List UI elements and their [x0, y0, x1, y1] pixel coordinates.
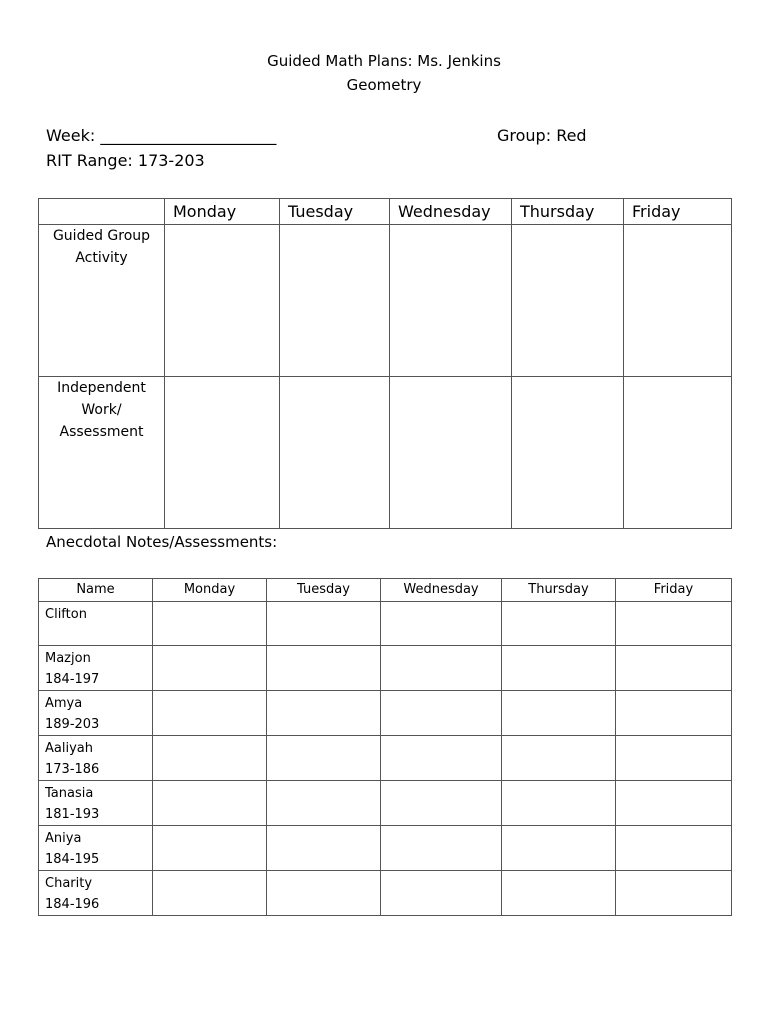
- note-cell[interactable]: [267, 871, 381, 916]
- table-row: [39, 691, 732, 736]
- row-label-line: Activity: [75, 250, 128, 266]
- note-cell[interactable]: [381, 826, 502, 871]
- plan-header-thursday: Thursday: [512, 199, 624, 225]
- student-range: 184-195: [45, 852, 100, 867]
- notes-heading: Anecdotal Notes/Assessments:: [46, 533, 278, 551]
- note-cell[interactable]: [153, 602, 267, 646]
- note-cell[interactable]: [267, 781, 381, 826]
- student-name-cell: [39, 602, 153, 646]
- table-row: [39, 602, 732, 646]
- note-cell[interactable]: [616, 646, 732, 691]
- plan-header-row: [39, 199, 732, 225]
- note-cell[interactable]: [153, 646, 267, 691]
- table-row: [39, 736, 732, 781]
- note-cell[interactable]: [616, 691, 732, 736]
- rit-range-label: RIT Range: 173-203: [46, 151, 205, 170]
- note-cell[interactable]: [616, 602, 732, 646]
- plan-cell[interactable]: [165, 225, 280, 377]
- table-row: [39, 826, 732, 871]
- table-row: [39, 781, 732, 826]
- plan-header-wednesday: Wednesday: [390, 199, 512, 225]
- plan-cell[interactable]: [390, 377, 512, 529]
- table-row: [39, 646, 732, 691]
- plan-cell[interactable]: [624, 225, 732, 377]
- notes-header-friday: Friday: [616, 579, 732, 602]
- student-range: 181-193: [45, 807, 100, 822]
- student-name: Aaliyah: [45, 741, 93, 756]
- note-cell[interactable]: [502, 781, 616, 826]
- plan-header-blank: [39, 199, 165, 225]
- student-name-cell: [39, 736, 153, 781]
- notes-header-thursday: Thursday: [502, 579, 616, 602]
- notes-header-monday: Monday: [153, 579, 267, 602]
- note-cell[interactable]: [381, 736, 502, 781]
- student-name-cell: [39, 691, 153, 736]
- note-cell[interactable]: [502, 602, 616, 646]
- note-cell[interactable]: [153, 736, 267, 781]
- student-name: Aniya: [45, 831, 82, 846]
- note-cell[interactable]: [267, 691, 381, 736]
- note-cell[interactable]: [267, 646, 381, 691]
- student-name-cell: [39, 781, 153, 826]
- note-cell[interactable]: [502, 871, 616, 916]
- note-cell[interactable]: [153, 781, 267, 826]
- student-range: 189-203: [45, 717, 100, 732]
- note-cell[interactable]: [267, 602, 381, 646]
- plan-header-tuesday: Tuesday: [280, 199, 390, 225]
- student-name: Mazjon: [45, 651, 91, 666]
- student-name: Tanasia: [45, 786, 94, 801]
- note-cell[interactable]: [616, 826, 732, 871]
- notes-header-tuesday: Tuesday: [267, 579, 381, 602]
- student-name-cell: [39, 646, 153, 691]
- note-cell[interactable]: [616, 871, 732, 916]
- row-label-line: Assessment: [59, 424, 144, 440]
- notes-table: [38, 578, 732, 916]
- note-cell[interactable]: [381, 646, 502, 691]
- plan-header-monday: Monday: [165, 199, 280, 225]
- plan-cell[interactable]: [624, 377, 732, 529]
- plan-row-label-independent: [39, 377, 165, 529]
- note-cell[interactable]: [153, 691, 267, 736]
- note-cell[interactable]: [267, 826, 381, 871]
- note-cell[interactable]: [381, 691, 502, 736]
- plan-row-independent: [39, 377, 732, 529]
- row-label-line: Guided Group: [52, 228, 151, 244]
- plan-row-guided: [39, 225, 732, 377]
- row-label-line: Work/: [81, 402, 122, 418]
- plan-row-label-guided: [39, 225, 165, 377]
- note-cell[interactable]: [502, 691, 616, 736]
- plan-cell[interactable]: [512, 225, 624, 377]
- plan-table: [38, 198, 732, 529]
- table-row: [39, 871, 732, 916]
- note-cell[interactable]: [381, 871, 502, 916]
- notes-header-wednesday: Wednesday: [381, 579, 502, 602]
- student-name: Clifton: [45, 607, 87, 622]
- student-name: Amya: [45, 696, 83, 711]
- notes-header-name: Name: [39, 579, 153, 602]
- notes-header-row: [39, 579, 732, 602]
- plan-cell[interactable]: [280, 377, 390, 529]
- note-cell[interactable]: [153, 871, 267, 916]
- student-range: 184-197: [45, 672, 100, 687]
- student-range: 173-186: [45, 762, 100, 777]
- note-cell[interactable]: [381, 602, 502, 646]
- note-cell[interactable]: [616, 781, 732, 826]
- page-subtitle: Geometry: [346, 76, 422, 94]
- student-name-cell: [39, 826, 153, 871]
- row-label-line: Independent: [57, 380, 146, 396]
- plan-cell[interactable]: [390, 225, 512, 377]
- note-cell[interactable]: [502, 736, 616, 781]
- note-cell[interactable]: [381, 781, 502, 826]
- note-cell[interactable]: [616, 736, 732, 781]
- plan-cell[interactable]: [280, 225, 390, 377]
- student-range: 184-196: [45, 897, 100, 912]
- note-cell[interactable]: [153, 826, 267, 871]
- page-title: Guided Math Plans: Ms. Jenkins: [267, 52, 501, 70]
- student-name: Charity: [45, 876, 93, 891]
- student-name-cell: [39, 871, 153, 916]
- note-cell[interactable]: [502, 826, 616, 871]
- group-label: Group: Red: [497, 126, 587, 145]
- plan-cell[interactable]: [512, 377, 624, 529]
- week-field: Week: ______________________: [46, 126, 277, 145]
- plan-header-friday: Friday: [624, 199, 732, 225]
- note-cell[interactable]: [267, 736, 381, 781]
- note-cell[interactable]: [502, 646, 616, 691]
- plan-cell[interactable]: [165, 377, 280, 529]
